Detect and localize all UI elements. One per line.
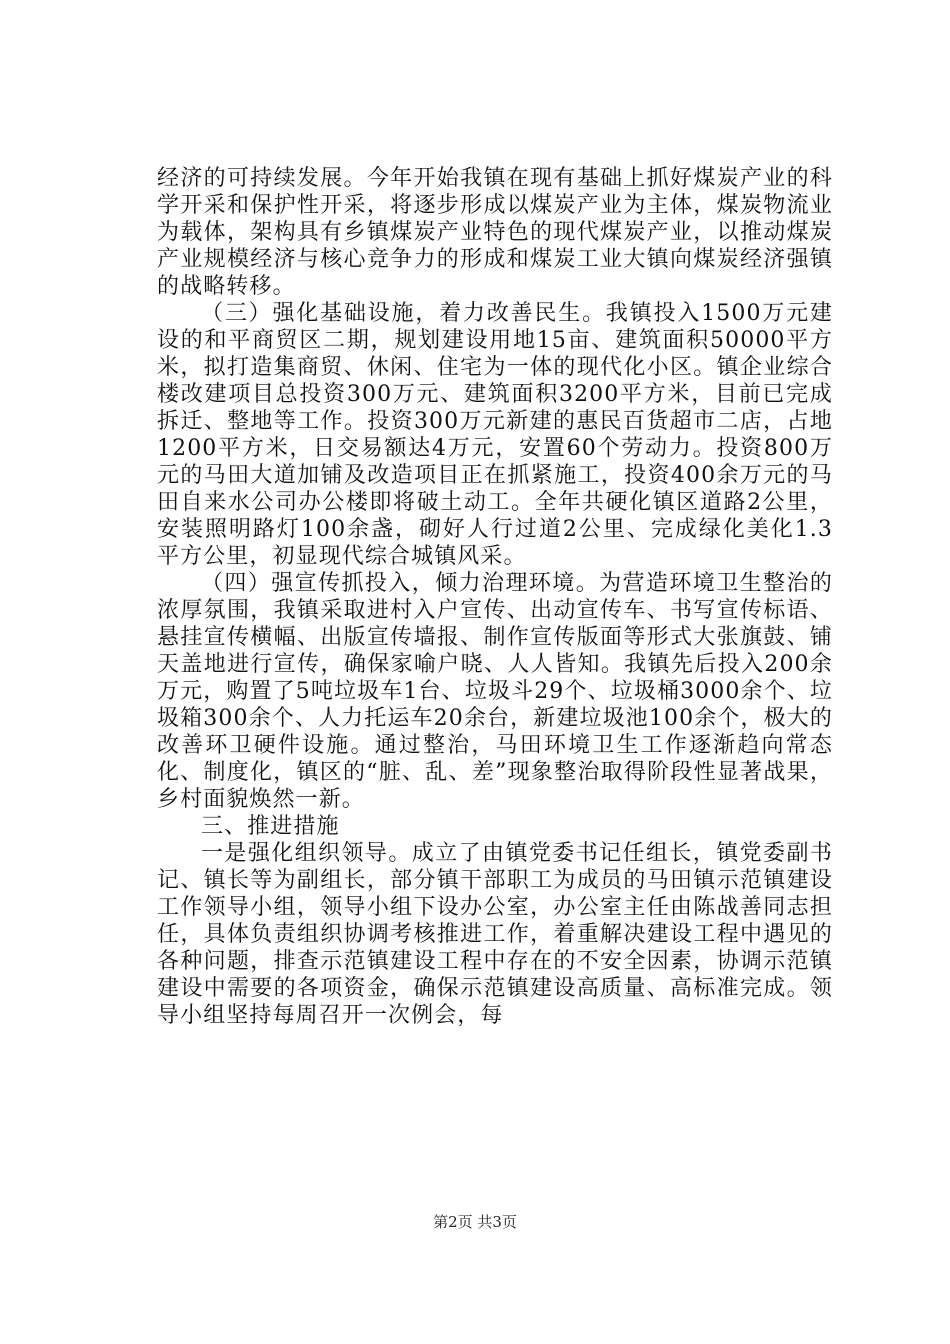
paragraph-continuation: 经济的可持续发展。今年开始我镇在现有基础上抓好煤炭产业的科学开采和保护性开采，将逐步形成以煤炭产业为主体，煤炭物流业为载体，架构具有乡镇煤炭产业特色的现代煤炭产业，以推动煤炭产业规模经济与核心竞争力的形成和煤炭工业大镇向煤炭经济强镇的战略转移。 bbox=[157, 166, 833, 299]
page-footer: 第2页 共3页 bbox=[433, 1213, 517, 1231]
section-heading: 三、推进措施 bbox=[201, 814, 340, 839]
paragraph-organization: 一是强化组织领导。成立了由镇党委书记任组长，镇党委副书记、镇长等为副组长，部分镇干部职工为成员的马田镇示范镇建设工作领导小组，领导小组下设办公室，办公室主任由陈战善同志担任，具体负责组织协调考核推进工作，着重解决建设工程中遇见的各种问题，排查示范镇建设工程中存在的不安全因素，协调示范镇建设中需要的各项资金，确保示范镇建设高质量、高标准完成。领导小组坚持每周召开一次例会，每 bbox=[157, 841, 833, 1028]
paragraph-environment: （四）强宣传抓投入，倾力治理环境。为营造环境卫生整治的浓厚氛围，我镇采取进村入户宣传、出动宣传车、书写宣传标语、悬挂宣传横幅、出版宣传墙报、制作宣传版面等形式大张旗鼓、铺天盖地进行宣传，确保家喻户晓、人人皆知。我镇先后投入200余万元，购置了5吨垃圾车1台、垃圾斗29个、垃圾桶3000余个、垃圾箱300余个、人力托运车20余台，新建垃圾池100余个，极大的改善环卫硬件设施。通过整治，马田环境卫生工作逐渐趋向常态化、制度化，镇区的“脏、乱、差”现象整治取得阶段性显著战果，乡村面貌焕然一新。 bbox=[157, 571, 833, 812]
document-body bbox=[157, 165, 833, 1029]
paragraph-infrastructure: （三）强化基础设施，着力改善民生。我镇投入1500万元建设的和平商贸区二期，规划建设用地15亩、建筑面积50000平方米，拟打造集商贸、休闲、住宅为一体的现代化小区。镇企业综合楼改建项目总投资300万元、建筑面积3200平方米，目前已完成拆迁、整地等工作。投资300万元新建的惠民百货超市二店，占地1200平方米，日交易额达4万元，安置60个劳动力。投资800万元的马田大道加铺及改造项目正在抓紧施工，投资400余万元的马田自来水公司办公楼即将破土动工。全年共硬化镇区道路2公里，安装照明路灯100余盏，砌好人行过道2公里、完成绿化美化1.3平方公里，初显现代综合城镇风采。 bbox=[157, 301, 833, 569]
